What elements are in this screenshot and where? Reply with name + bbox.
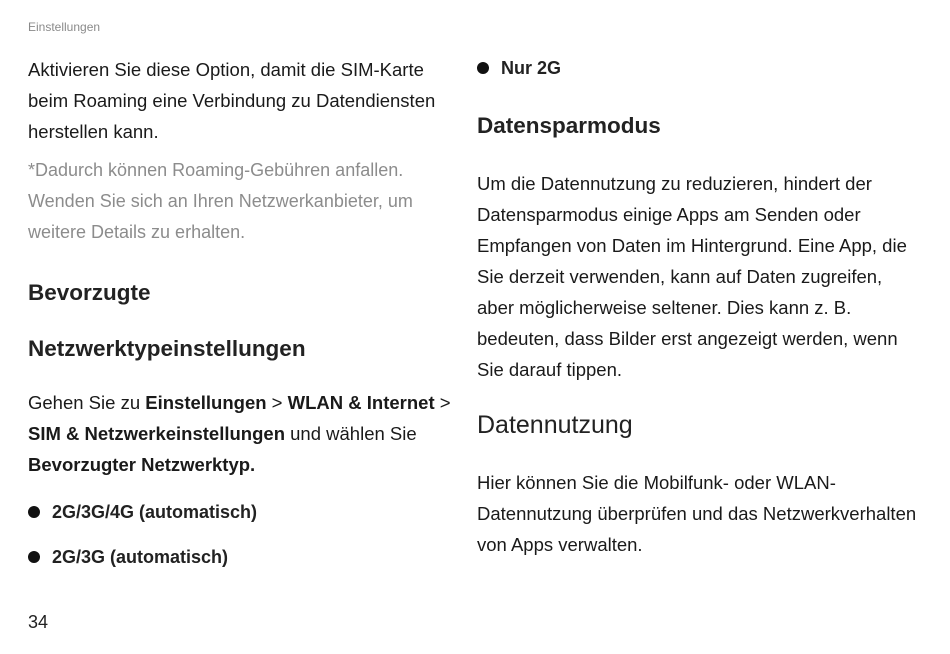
datensparmodus-text: Um die Datennutzung zu reduzieren, hindert der Datensparmodus einige Apps am Senden oder Empfangen von Daten im Hintergrund. Eine App, die Sie derzeit verwenden, kann auf Daten zugreifen, aber möglicherweise seltener. Dies kann z. B. bedeuten, dass Bilder erst angezeigt werden, wenn Sie darauf tippen. (477, 173, 907, 380)
page-number: 34 (28, 612, 49, 632)
instr-text-3: > (434, 392, 451, 413)
heading-line-2: Netzwerktypeinstellungen (28, 336, 306, 361)
option-item (477, 54, 917, 82)
menu-path-sim-network: SIM & Netzwerkeinstellungen (28, 423, 285, 444)
option-item (28, 543, 456, 571)
instr-text-2: > (266, 392, 288, 413)
bullet-dot-icon (477, 62, 489, 74)
menu-path-settings: Einstellungen (145, 392, 267, 413)
menu-path-preferred-network-type: Bevorzugter Netzwerktyp. (28, 454, 256, 475)
bullet-dot-icon (28, 506, 40, 518)
datensparmodus-heading: Datensparmodus (477, 113, 661, 138)
roaming-fee-note: *Dadurch können Roaming-Gebühren anfallen. Wenden Sie sich an Ihren Netzwerkanbieter, um weitere Details zu erhalten. (28, 160, 413, 242)
left-column (28, 54, 456, 571)
running-header: Einstellungen (28, 20, 101, 34)
option-label: 2G/3G (automatisch) (52, 547, 229, 567)
option-item (28, 498, 456, 526)
heading-line-1: Bevorzugte (28, 280, 151, 305)
roaming-description: Aktivieren Sie diese Option, damit die SIM-Karte beim Roaming eine Verbindung zu Datendiensten herstellen kann. (28, 59, 436, 142)
instr-text-4: und wählen Sie (285, 423, 417, 444)
datennutzung-text: Hier können Sie die Mobilfunk- oder WLAN-Datennutzung überprüfen und das Netzwerkverhalten von Apps verwalten. (477, 472, 917, 555)
right-column (477, 54, 917, 560)
datennutzung-heading: Datennutzung (477, 411, 633, 439)
option-label: 2G/3G/4G (automatisch) (52, 502, 258, 522)
bullet-dot-icon (28, 551, 40, 563)
option-label: Nur 2G (501, 58, 562, 78)
network-type-heading (28, 279, 456, 363)
network-type-instructions (28, 387, 456, 480)
menu-path-wlan-internet: WLAN & Internet (287, 392, 435, 413)
instr-text-1: Gehen Sie zu (28, 392, 146, 413)
